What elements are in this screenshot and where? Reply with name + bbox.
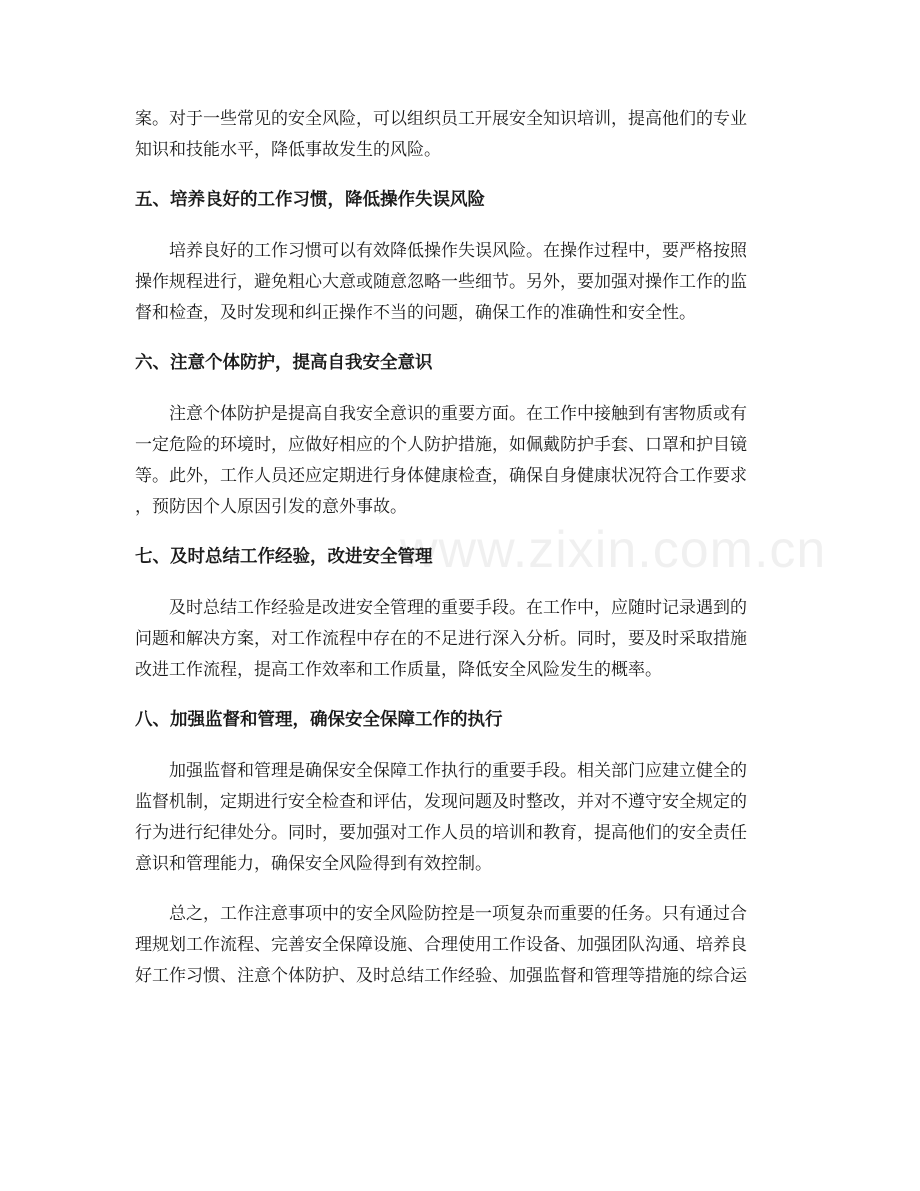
section-heading-6: 六、注意个体防护，提高自我安全意识 [135,353,433,373]
text-line: 好工作习惯、注意个体防护、及时总结工作经验、加强监督和管理等措施的综合运 [135,966,747,986]
paragraph-section-5 [135,236,787,329]
text-line: ，预防因个人原因引发的意外事故。 [135,497,407,517]
text-line: 监督机制，定期进行安全检查和评估，发现问题及时整改，并对不遵守安全规定的 [135,792,747,812]
text-line: 知识和技能水平，降低事故发生的风险。 [135,140,441,160]
section-heading-7: 七、及时总结工作经验，改进安全管理 [135,547,433,567]
text-line: 注意个体防护是提高自我安全意识的重要方面。在工作中接触到有害物质或有 [169,404,747,424]
text-line: 意识和管理能力，确保安全风险得到有效控制。 [135,854,492,874]
text-line: 行为进行纪律处分。同时，要加强对工作人员的培训和教育，提高他们的安全责任 [135,823,747,843]
text-line: 培养良好的工作习惯可以有效降低操作失误风险。在操作过程中，要严格按照 [169,241,747,261]
section-heading-8: 八、加强监督和管理，确保安全保障工作的执行 [135,710,503,730]
text-line: 一定危险的环境时，应做好相应的个人防护措施，如佩戴防护手套、口罩和护目镜 [135,435,747,455]
watermark-text: www.zixin.com.cn [400,521,827,579]
text-line: 总之，工作注意事项中的安全风险防控是一项复杂而重要的任务。只有通过合 [169,904,747,924]
text-line: 案。对于一些常见的安全风险，可以组织员工开展安全知识培训，提高他们的专业 [135,109,747,129]
document-body [135,104,787,992]
paragraph-training-continuation [135,104,787,166]
paragraph-section-8 [135,756,787,880]
text-line: 及时总结工作经验是改进安全管理的重要手段。在工作中，应随时记录遇到的 [169,598,747,618]
text-line: 督和检查，及时发现和纠正操作不当的问题，确保工作的准确性和安全性。 [135,303,696,323]
section-heading-5: 五、培养良好的工作习惯，降低操作失误风险 [135,190,485,210]
text-line: 操作规程进行，避免粗心大意或随意忽略一些细节。另外，要加强对操作工作的监 [135,272,747,292]
text-line: 改进工作流程，提高工作效率和工作质量，降低安全风险发生的概率。 [135,660,662,680]
text-line: 理规划工作流程、完善安全保障设施、合理使用工作设备、加强团队沟通、培养良 [135,935,747,955]
text-line: 等。此外，工作人员还应定期进行身体健康检查，确保自身健康状况符合工作要求 [135,466,747,486]
paragraph-section-6 [135,399,787,523]
paragraph-section-7 [135,593,787,686]
text-line: 加强监督和管理是确保安全保障工作执行的重要手段。相关部门应建立健全的 [169,761,747,781]
text-line: 问题和解决方案，对工作流程中存在的不足进行深入分析。同时，要及时采取措施 [135,629,747,649]
paragraph-conclusion [135,899,787,992]
